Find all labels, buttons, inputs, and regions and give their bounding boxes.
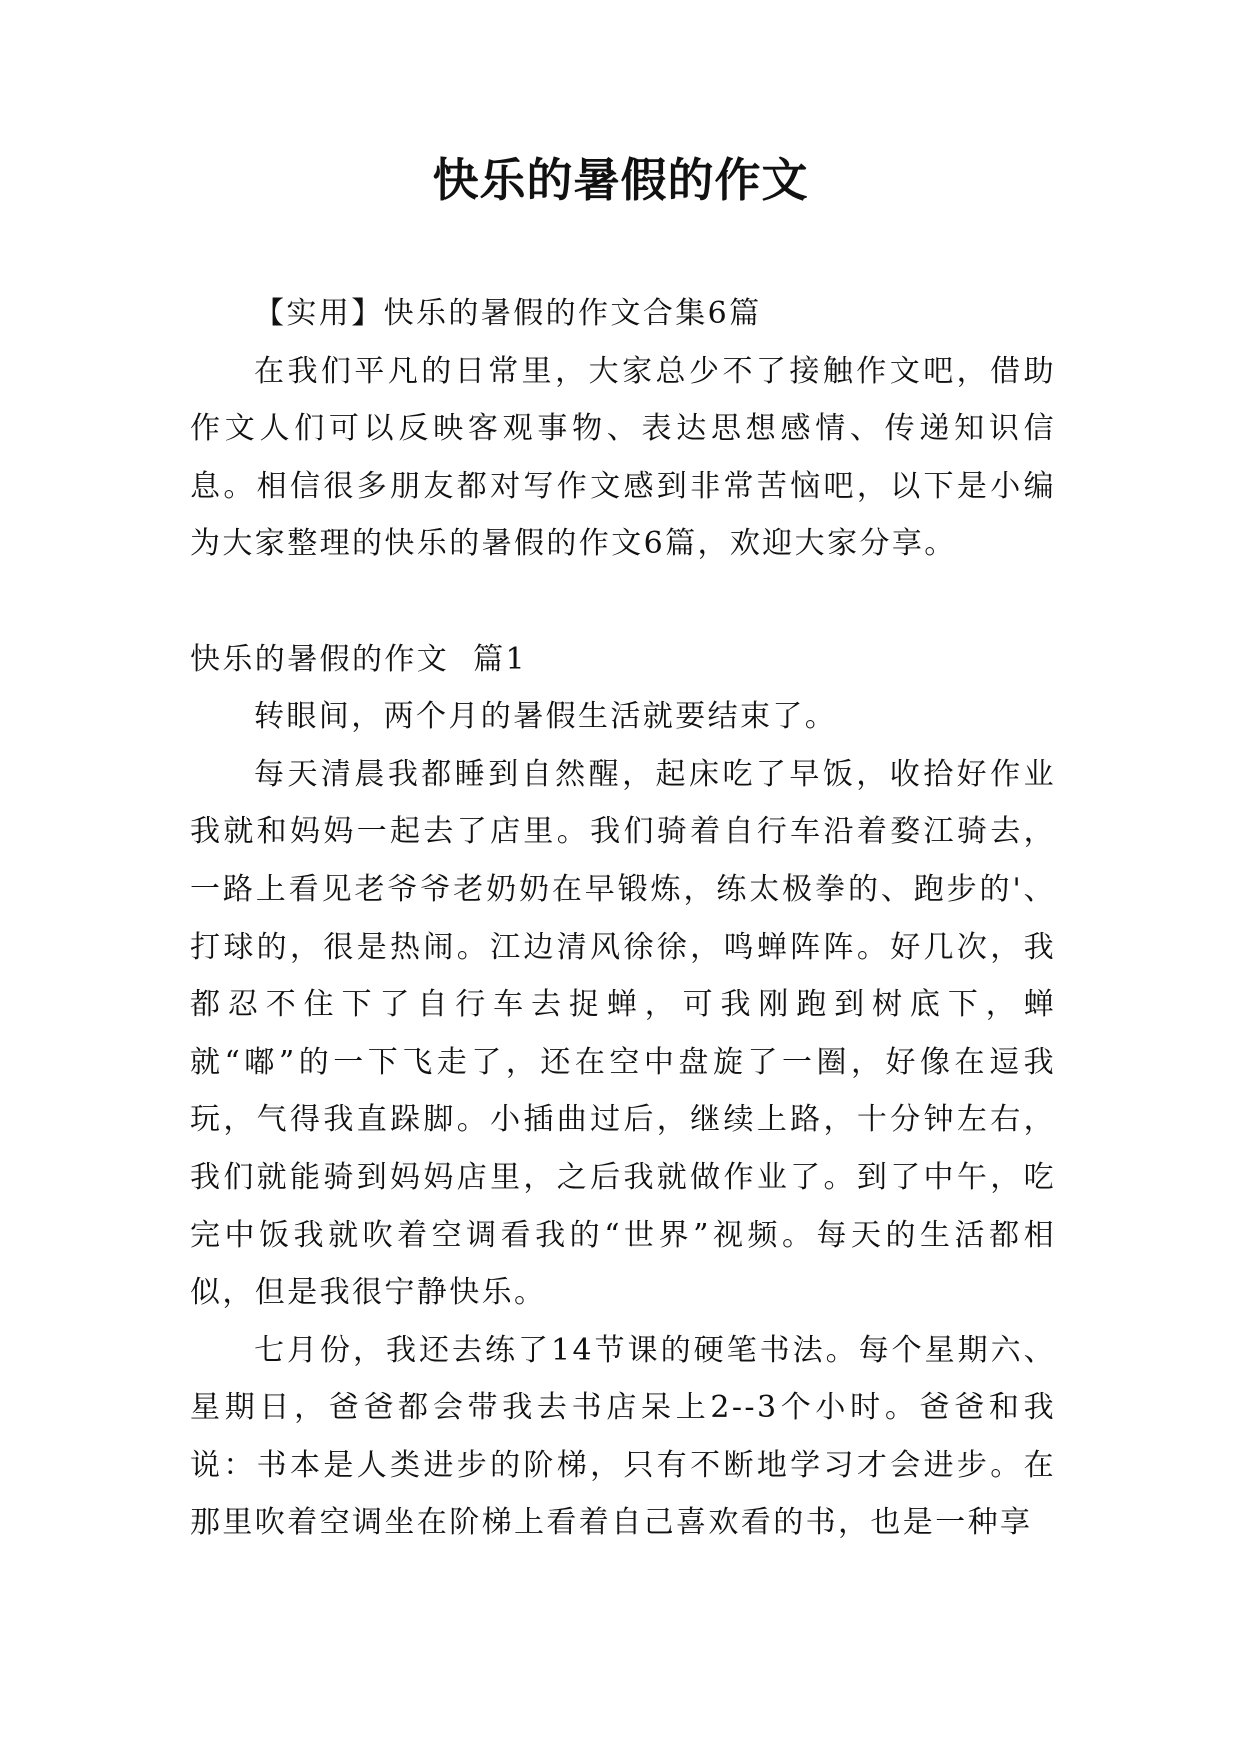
paragraph-spacer [190,573,1056,631]
intro-paragraph: 在我们平凡的日常里，大家总少不了接触作文吧，借助作文人们可以反映客观事物、表达思想感情、传递知识信息。相信很多朋友都对写作文感到非常苦恼吧，以下是小编为大家整理的快乐的暑假的作文6篇，欢迎大家分享。 [190,353,1056,562]
body-paragraph: 每天清晨我都睡到自然醒，起床吃了早饭，收拾好作业我就和妈妈一起去了店里。我们骑着自行车沿着婺江骑去，一路上看见老爷爷老奶奶在早锻炼，练太极拳的、跑步的'、打球的，很是热闹。江边清风徐徐，鸣蝉阵阵。好几次，我都忍不住下了自行车去捉蝉，可我刚跑到树底下，蝉就“嘟”的一下飞走了，还在空中盘旋了一圈，好像在逗我玩，气得我直跺脚。小插曲过后，继续上路，十分钟左右，我们就能骑到妈妈店里，之后我就做作业了。到了中午，吃完中饭我就吹着空调看我的“世界”视频。每天的生活都相似，但是我很宁静快乐。 [190,756,1056,1311]
document-body [190,285,1056,1552]
body-paragraph: 七月份，我还去练了14节课的硬笔书法。每个星期六、星期日，爸爸都会带我去书店呆上2--3个小时。爸爸和我说：书本是人类进步的阶梯，只有不断地学习才会进步。在那里吹着空调坐在阶梯上看着自己喜欢看的书，也是一种享 [190,1332,1056,1541]
body-paragraph: 转眼间，两个月的暑假生活就要结束了。 [254,699,838,735]
document-title: 快乐的暑假的作文 [432,153,809,207]
intro-heading: 【实用】快乐的暑假的作文合集6篇 [254,296,762,331]
section-heading: 快乐的暑假的作文 篇1 [190,641,527,677]
